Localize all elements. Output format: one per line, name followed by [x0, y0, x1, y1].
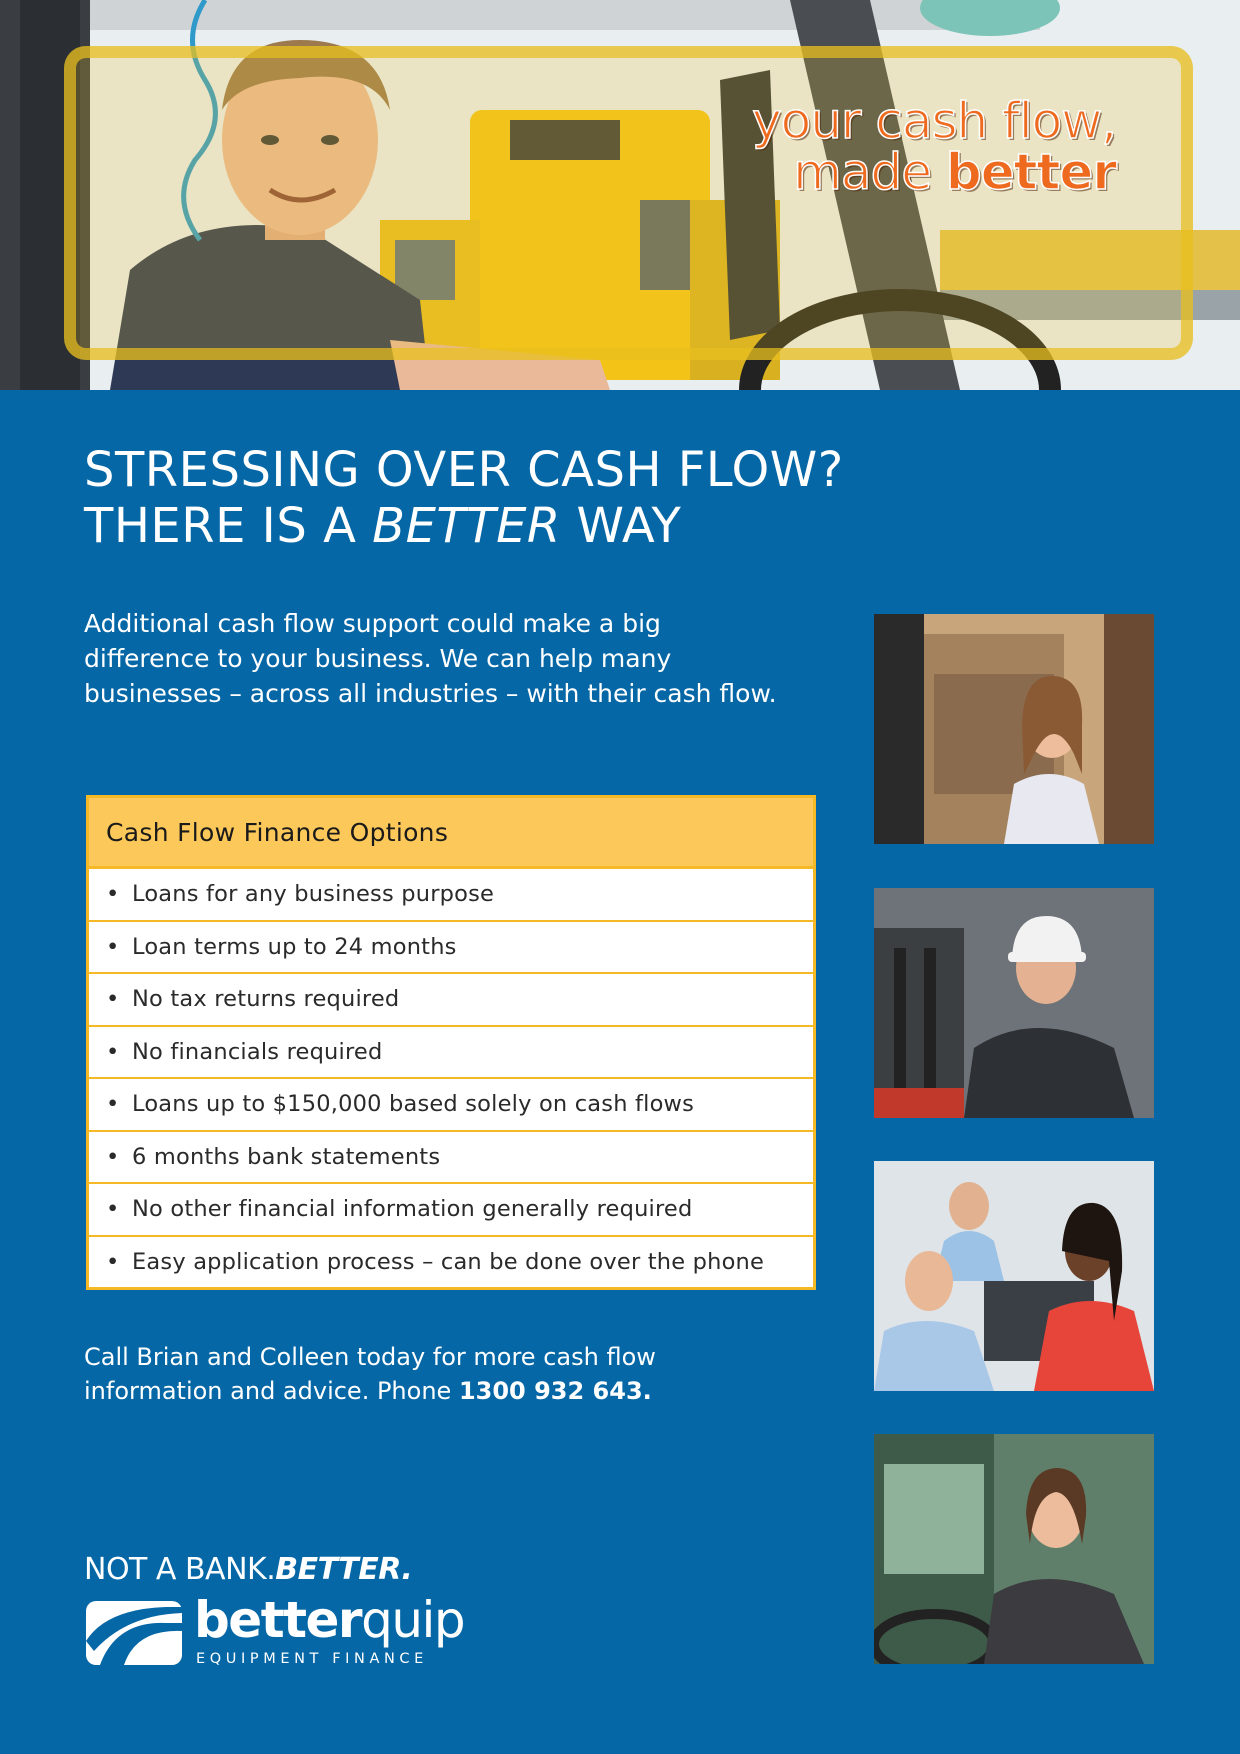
slogan-not-a-bank: NOT A BANK. [84, 1552, 276, 1587]
list-item-text: No tax returns required [132, 986, 400, 1013]
tagline-better: better [945, 143, 1116, 201]
tagline-line1: your cash flow, [752, 92, 1116, 150]
list-item: • No financials required [89, 1027, 813, 1080]
list-item-text: Easy application process – can be done over the phone [132, 1248, 765, 1275]
phone-number[interactable]: 1300 932 643. [458, 1377, 652, 1405]
tagline-line2 [752, 143, 1116, 201]
list-item: • No other financial information generally required [89, 1184, 813, 1237]
tagline-made: made [793, 143, 932, 201]
female-driver-photo [874, 1434, 1154, 1664]
call-to-action [84, 1340, 784, 1408]
list-item-text: 6 months bank statements [132, 1143, 441, 1170]
intro-paragraph: Additional cash flow support could make a big difference to your business. We can help many businesses – across all industries – with their cash flow. [84, 609, 777, 708]
headline-better: BETTER [372, 498, 561, 554]
betterquip-logo-text [194, 1592, 464, 1648]
list-item-text: No financials required [132, 1038, 383, 1065]
logo-better: better [194, 1591, 362, 1649]
list-item: • Loans up to $150,000 based solely on cash flows [89, 1079, 813, 1132]
list-item-text: Loans for any business purpose [132, 881, 495, 908]
office-team-photo [874, 1161, 1154, 1391]
list-item: • Easy application process – can be done over the phone [106, 1248, 765, 1275]
brand-slogan [84, 1552, 412, 1587]
warehouse-worker-photo [874, 888, 1154, 1118]
page-title [84, 442, 844, 554]
betterquip-logo-icon [86, 1601, 182, 1665]
list-item: • No tax returns required [89, 974, 813, 1027]
headline-line2-c: WAY [576, 498, 682, 554]
list-item: • Loan terms up to 24 months [89, 922, 813, 975]
list-item-text: Loan terms up to 24 months [132, 933, 457, 960]
list-item: • Loans for any business purpose [89, 869, 813, 922]
hero-banner [0, 0, 1240, 390]
slogan-better: BETTER. [275, 1552, 413, 1587]
list-item-text: No other financial information generally required [132, 1196, 693, 1223]
list-item-text: Loans up to $150,000 based solely on cash flows [132, 1091, 695, 1118]
logo-quip: quip [361, 1591, 465, 1649]
logo-subtitle: EQUIPMENT FINANCE [196, 1651, 428, 1667]
options-table-title: Cash Flow Finance Options [89, 798, 813, 869]
headline-line2-a: THERE IS A [84, 498, 357, 554]
hero-tagline [752, 92, 1116, 201]
list-item: • 6 months bank statements [89, 1132, 813, 1185]
headline-line1: STRESSING OVER CASH FLOW? [84, 442, 844, 498]
finance-options-table [86, 795, 816, 1290]
bakery-owner-photo [874, 614, 1154, 844]
cta-text: Call Brian and Colleen today for more cash flow information and advice. Phone [84, 1343, 656, 1405]
